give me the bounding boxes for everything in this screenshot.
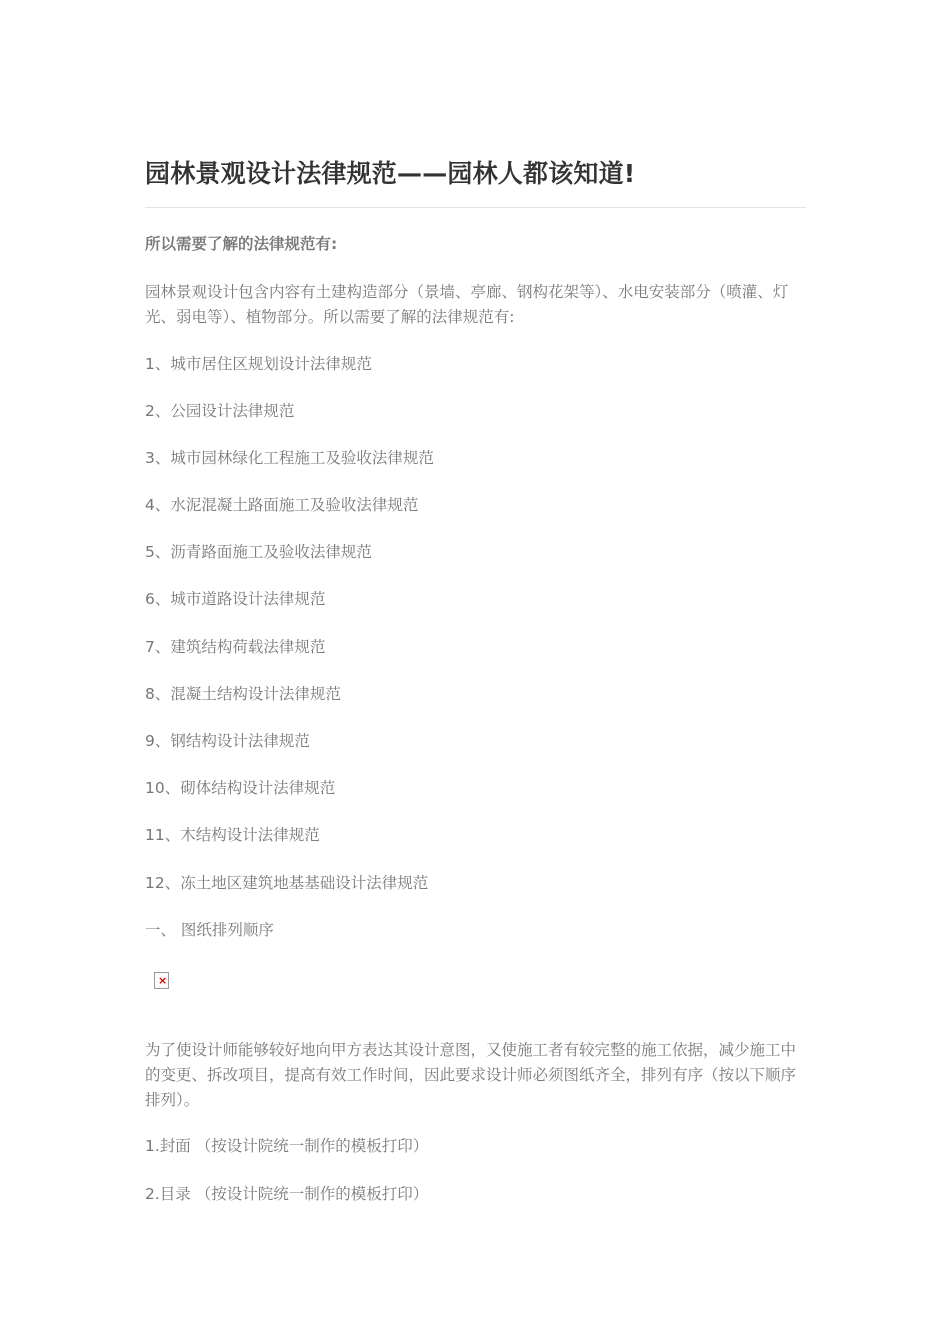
order-paragraph-text: 为了使设计师能够较好地向甲方表达其设计意图，又使施工者有较完整的施工依据，减少施工中的变更、拆改项目，提高有效工作时间，因此要求设计师必须图纸齐全，排列有序（按以下顺序排列）。 bbox=[145, 1041, 797, 1109]
order-item: 1.封面 （按设计院统一制作的模板打印） bbox=[145, 1137, 429, 1155]
order-paragraph bbox=[145, 1038, 806, 1113]
intro-paragraph bbox=[145, 280, 806, 330]
list-item: 8、混凝土结构设计法律规范 bbox=[145, 685, 341, 703]
list-item: 2、公园设计法律规范 bbox=[145, 402, 295, 420]
list-item: 10、砌体结构设计法律规范 bbox=[145, 779, 336, 797]
list-item: 4、水泥混凝土路面施工及验收法律规范 bbox=[145, 496, 419, 514]
intro-heading: 所以需要了解的法律规范有: bbox=[145, 235, 338, 253]
list-item: 1、城市居住区规划设计法律规范 bbox=[145, 355, 372, 373]
order-item: 2.目录 （按设计院统一制作的模板打印） bbox=[145, 1185, 429, 1203]
broken-image-icon: × bbox=[154, 972, 169, 989]
list-item: 7、建筑结构荷载法律规范 bbox=[145, 638, 326, 656]
section-heading: 一、 图纸排列顺序 bbox=[145, 921, 274, 939]
article-title: 园林景观设计法律规范——园林人都该知道! bbox=[145, 159, 636, 188]
intro-paragraph-text: 园林景观设计包含内容有土建构造部分（景墙、亭廊、钢构花架等）、水电安装部分（喷灌、灯光、弱电等）、植物部分。所以需要了解的法律规范有: bbox=[145, 283, 789, 326]
title-divider bbox=[145, 207, 806, 208]
list-item: 5、沥青路面施工及验收法律规范 bbox=[145, 543, 372, 561]
list-item: 9、钢结构设计法律规范 bbox=[145, 732, 310, 750]
list-item: 3、城市园林绿化工程施工及验收法律规范 bbox=[145, 449, 434, 467]
list-item: 6、城市道路设计法律规范 bbox=[145, 590, 326, 608]
list-item: 12、冻土地区建筑地基基础设计法律规范 bbox=[145, 874, 429, 892]
list-item: 11、木结构设计法律规范 bbox=[145, 826, 320, 844]
